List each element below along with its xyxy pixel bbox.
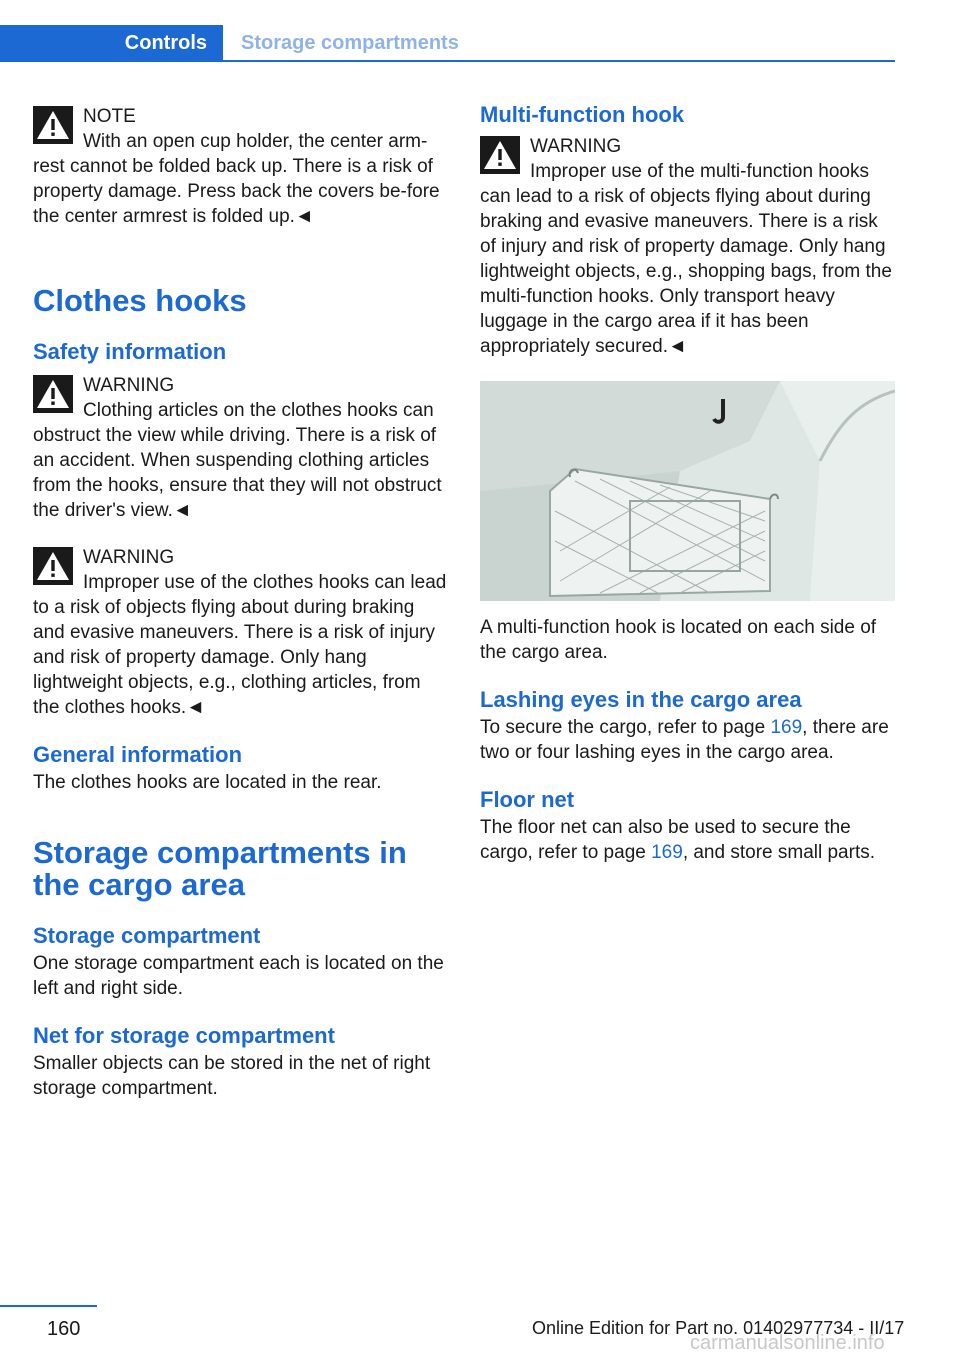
floor-text-start: The floor net can also be used to secure the cargo, refer to page: [480, 817, 851, 863]
header-rule: [0, 60, 895, 62]
subsection-title-safety: Safety information: [33, 339, 227, 364]
header-bar: [0, 25, 895, 62]
cargo-area-illustration: [480, 381, 895, 601]
section-title-cargo-storage: Storage compartments in the cargo area: [33, 835, 407, 902]
page-number: 160: [47, 1318, 81, 1340]
warning-box-2: [33, 541, 448, 720]
net-text: Smaller objects can be stored in the net of right storage compartment.: [33, 1053, 431, 1099]
warning-triangle-icon: [33, 106, 73, 144]
note-text: With an open cup holder, the center arm‐rest cannot be folded back up. There is a risk of property damage. Press back the covers be‐fore the center armrest is folded up.◄: [33, 131, 440, 227]
warning-label: WARNING: [530, 136, 622, 157]
tab-storage-label: Storage compartments: [241, 31, 459, 54]
edition-text: Online Edition for Part no. 01402977734 - II/17: [532, 1318, 905, 1338]
warning-triangle-icon: [480, 136, 520, 174]
right-column: [480, 100, 895, 865]
hook-caption: A multi-function hook is located on each side of the cargo area.: [480, 617, 877, 663]
warning-box-1: [33, 369, 448, 523]
watermark: carmanualsonline.info: [690, 1332, 885, 1354]
general-text: The clothes hooks are located in the rear.: [33, 772, 382, 793]
subsection-title-general: General information: [33, 742, 243, 767]
floor-net-text: [480, 815, 895, 865]
subsection-title-hook: Multi-function hook: [480, 102, 685, 127]
warning-text: Improper use of the multi-function hooks can lead to a risk of objects flying about during braking and evasive maneuvers. There is a risk of injury and risk of property damage. Only hang lightweight objects, e.g., shopping bags, from the multi-function hooks. Only transport heavy luggage in the cargo area if it has been appropriately secured.◄: [480, 161, 892, 357]
warning-label: WARNING: [83, 375, 175, 396]
subsection-title-lashing: Lashing eyes in the cargo area: [480, 687, 802, 712]
tab-storage-compartments[interactable]: [223, 25, 459, 61]
note-box: [33, 100, 448, 229]
storage-text: One storage compartment each is located on the left and right side.: [33, 953, 444, 999]
page-link-169[interactable]: 169: [651, 842, 683, 863]
subsection-title-net: Net for storage compartment: [33, 1023, 335, 1048]
footer-rule: [0, 1305, 97, 1307]
subsection-title-storage: Storage compartment: [33, 923, 261, 948]
lashing-text-start: To secure the cargo, refer to page: [480, 717, 771, 738]
section-title-clothes-hooks: Clothes hooks: [33, 283, 247, 318]
lashing-text: [480, 715, 895, 765]
warning-text: Clothing articles on the clothes hooks can obstruct the view while driving. There is a risk of an accident. When suspending clothing articles from the hooks, ensure that they will not obstruct the driver's view.◄: [33, 400, 442, 521]
tab-controls[interactable]: [0, 25, 223, 61]
tab-controls-label: Controls: [124, 31, 207, 54]
warning-triangle-icon: [33, 375, 73, 413]
warning-text: Improper use of the clothes hooks can lead to a risk of objects flying about during braking and evasive maneuvers. There is a risk of injury and risk of property damage. Only hang lightweight objects, e.g., clothing articles, from the clothes hooks.◄: [33, 572, 447, 718]
note-label: NOTE: [83, 106, 136, 127]
warning-box-3: [480, 130, 895, 359]
warning-label: WARNING: [83, 547, 175, 568]
page-link-169[interactable]: 169: [770, 717, 803, 738]
warning-triangle-icon: [33, 547, 73, 585]
lashing-text-end: , there are two or four lashing eyes in the cargo area.: [480, 717, 889, 763]
floor-text-end: , and store small parts.: [682, 842, 876, 863]
left-column: [33, 100, 448, 1101]
subsection-title-floor-net: Floor net: [480, 787, 575, 812]
